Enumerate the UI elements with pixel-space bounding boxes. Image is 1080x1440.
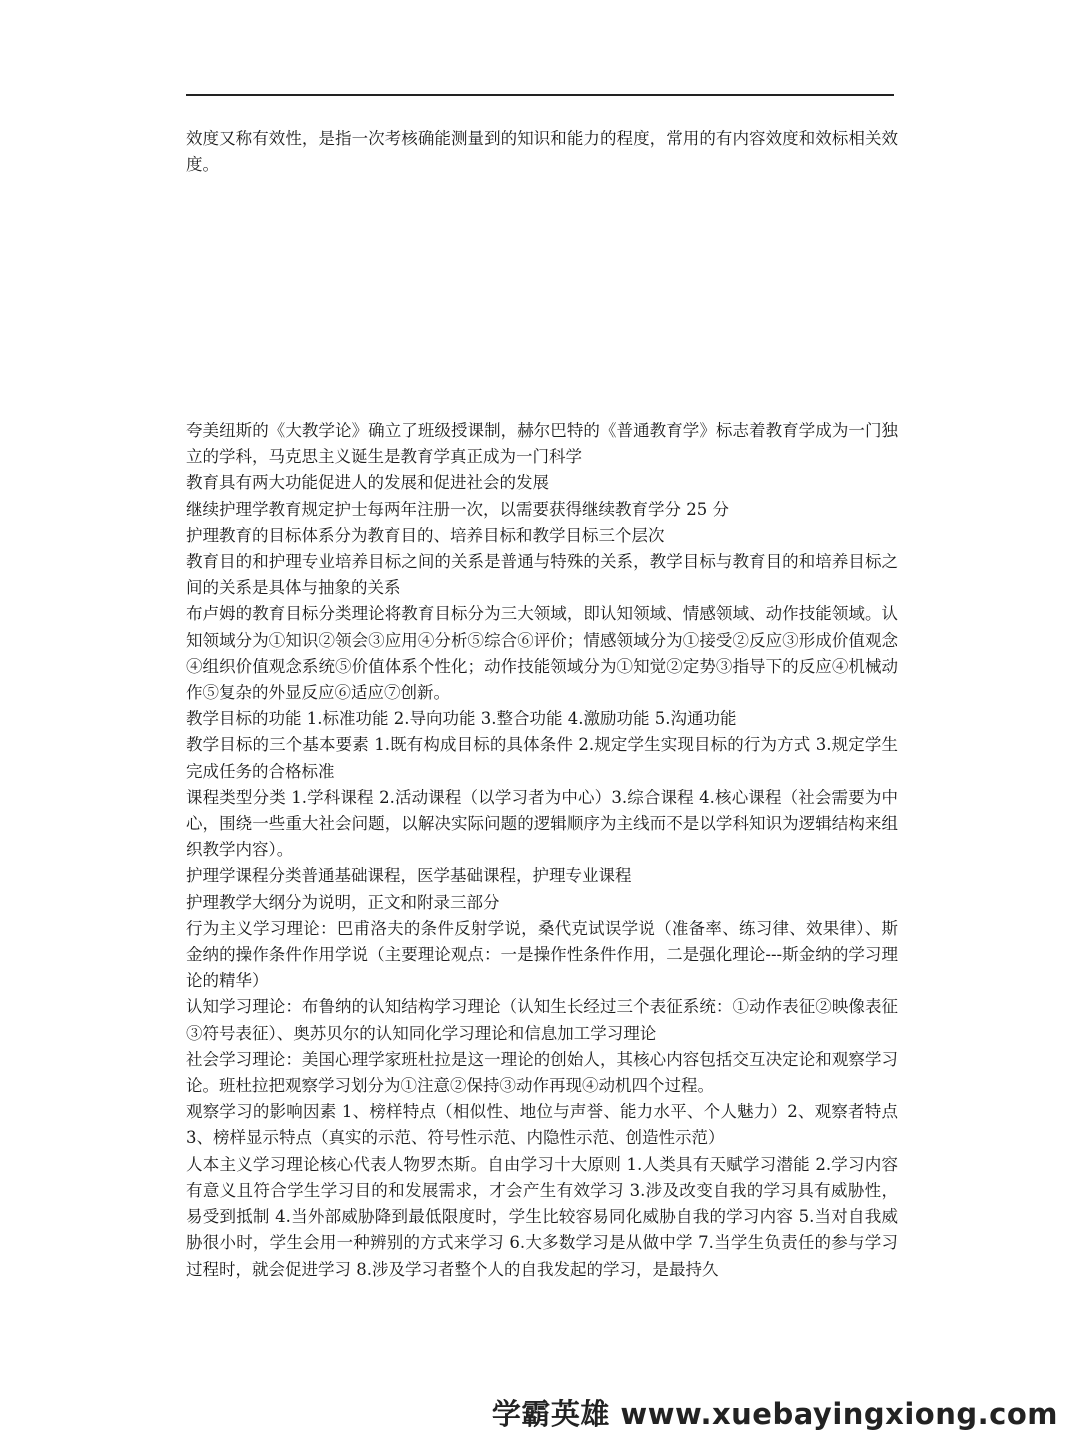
paragraph: 布卢姆的教育目标分类理论将教育目标分为三大领域，即认知领域、情感领域、动作技能领域。认知领域分为①知识②领会③应用④分析⑤综合⑥评价；情感领域分为①接受②反应③形成价值观念④组织价值观念系统⑤价值体系个性化；动作技能领域分为①知觉②定势③指导下的反应④机械动作⑤复杂的外显反应⑥适应⑦创新。 bbox=[186, 604, 898, 703]
paragraph: 护理教学大纲分为说明，正文和附录三部分 bbox=[186, 892, 500, 912]
intro-paragraph: 效度又称有效性，是指一次考核确能测量到的知识和能力的程度，常用的有内容效度和效标相关效度。 bbox=[186, 129, 898, 175]
paragraph: 社会学习理论：美国心理学家班杜拉是这一理论的创始人，其核心内容包括交互决定论和观察学习论。班杜拉把观察学习划分为①注意②保持③动作再现④动机四个过程。 bbox=[186, 1049, 898, 1096]
paragraph: 人本主义学习理论核心代表人物罗杰斯。自由学习十大原则 1.人类具有天赋学习潜能 2.学习内容有意义且符合学生学习目的和发展需求，才会产生有效学习 3.涉及改变自我的学习具有威胁性，易受到抵制 4.当外部威胁降到最低限度时，学生比较容易同化威胁自我的学习内容 5.当对自我威胁很小时，学生会用一种辨别的方式来学习 6.大多数学习是从做中学 7.当学生负责任的参与学习过程时，就会促进学习 8.涉及学习者整个人的自我发起的学习，是最持久 bbox=[186, 1154, 898, 1279]
paragraph: 教学目标的功能 1.标准功能 2.导向功能 3.整合功能 4.激励功能 5.沟通功能 bbox=[186, 709, 737, 729]
body-text bbox=[186, 418, 898, 1283]
paragraph: 教学目标的三个基本要素 1.既有构成目标的具体条件 2.规定学生实现目标的行为方式 3.规定学生完成任务的合格标准 bbox=[186, 735, 898, 781]
site-watermark: 学霸英雄 www.xuebayingxiong.com bbox=[491, 1397, 1058, 1431]
paragraph: 夸美纽斯的《大教学论》确立了班级授课制，赫尔巴特的《普通教育学》标志着教育学成为一门独立的学科，马克思主义诞生是教育学真正成为一门科学 bbox=[186, 421, 898, 467]
paragraph: 行为主义学习理论：巴甫洛夫的条件反射学说，桑代克试误学说（准备率、练习律、效果律）、斯金纳的操作条件作用学说（主要理论观点：一是操作性条件作用，二是强化理论---斯金纳的学习理论的精华） bbox=[186, 918, 898, 991]
paragraph: 护理教育的目标体系分为教育目的、培养目标和教学目标三个层次 bbox=[186, 525, 665, 545]
paragraph: 认知学习理论：布鲁纳的认知结构学习理论（认知生长经过三个表征系统：①动作表征②映像表征③符号表征）、奥苏贝尔的认知同化学习理论和信息加工学习理论 bbox=[186, 997, 898, 1043]
paragraph: 观察学习的影响因素 1、榜样特点（相似性、地位与声誉、能力水平、个人魅力）2、观察者特点 3、榜样显示特点（真实的示范、符号性示范、内隐性示范、创造性示范） bbox=[186, 1102, 898, 1148]
paragraph: 护理学课程分类普通基础课程，医学基础课程，护理专业课程 bbox=[186, 866, 632, 886]
paragraph: 教育目的和护理专业培养目标之间的关系是普通与特殊的关系，教学目标与教育目的和培养目标之间的关系是具体与抽象的关系 bbox=[186, 552, 898, 598]
top-rule bbox=[186, 94, 894, 96]
paragraph: 教育具有两大功能促进人的发展和促进社会的发展 bbox=[186, 473, 549, 493]
paragraph: 课程类型分类 1.学科课程 2.活动课程（以学习者为中心）3.综合课程 4.核心课程（社会需要为中心，围绕一些重大社会问题，以解决实际问题的逻辑顺序为主线而不是以学科知识为逻辑结构来组织教学内容）。 bbox=[186, 787, 898, 860]
paragraph: 继续护理学教育规定护士每两年注册一次，以需要获得继续教育学分 25 分 bbox=[186, 499, 729, 519]
